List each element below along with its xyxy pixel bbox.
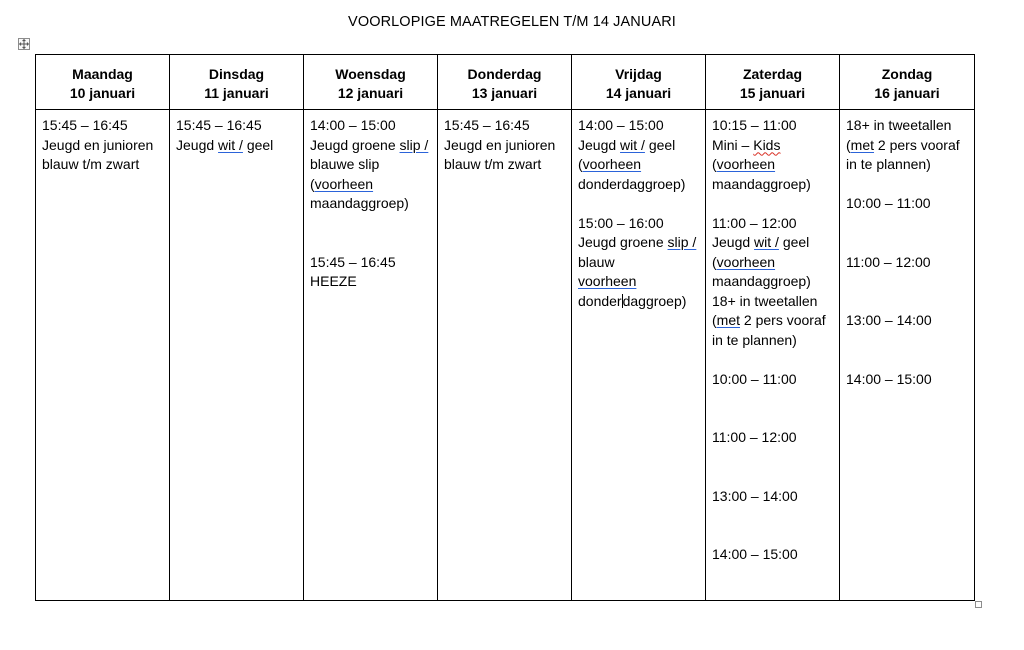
header-dinsdag[interactable]: [170, 55, 304, 110]
blank-line: [578, 194, 701, 214]
time-slot: 13:00 – 14:00: [846, 312, 932, 328]
text-fragment: Jeugd: [176, 136, 219, 153]
time-slot: 11:00 – 12:00: [712, 429, 797, 445]
group-text: [712, 253, 835, 273]
cell-zondag[interactable]: [840, 110, 975, 601]
text-fragment: (: [712, 156, 717, 172]
blank-line: [846, 214, 970, 253]
cell-dinsdag[interactable]: [170, 110, 304, 601]
time-slot: 13:00 – 14:00: [712, 487, 798, 504]
text-fragment: (: [712, 312, 717, 328]
header-woensdag[interactable]: [304, 55, 438, 110]
group-text: maandaggroep): [310, 195, 409, 211]
header-zondag[interactable]: [840, 55, 975, 110]
header-donderdag[interactable]: [438, 55, 572, 110]
time-slot: 15:00 – 16:00: [578, 214, 664, 231]
header-day: Woensdag: [335, 66, 406, 82]
header-day: Zaterdag: [742, 66, 803, 82]
spellcheck-word: Kids: [753, 136, 781, 153]
text-fragment: 2 pers vooraf: [874, 136, 960, 153]
table-resize-handle[interactable]: [975, 601, 982, 608]
text-fragment: geel: [644, 136, 676, 153]
group-text: [712, 311, 835, 331]
group-text: [712, 136, 835, 156]
group-text: [310, 136, 433, 156]
time-slot: 14:00 – 15:00: [578, 117, 664, 133]
time-slot: 10:00 – 11:00: [712, 370, 797, 387]
blank-line: [712, 506, 835, 545]
group-text: [578, 155, 701, 175]
time-slot: 10:00 – 11:00: [846, 195, 931, 211]
spellcheck-word: met: [716, 312, 741, 328]
document-title: VOORLOPIGE MAATREGELEN T/M 14 JANUARI: [348, 14, 676, 30]
header-date: 16 januari: [874, 85, 940, 101]
location-text: HEEZE: [310, 273, 357, 289]
group-text: donderdaggroep): [578, 175, 686, 192]
header-day: Zondag: [881, 66, 933, 82]
spellcheck-word: wit /: [218, 136, 243, 153]
group-text: maandaggroep): [712, 273, 811, 289]
group-text: 18+ in tweetallen: [846, 117, 952, 133]
group-text: [176, 136, 299, 156]
text-fragment: Jeugd: [578, 136, 621, 153]
time-slot: 15:45 – 16:45: [42, 117, 128, 133]
text-fragment: geel: [242, 136, 274, 153]
time-slot: 10:15 – 11:00: [712, 117, 797, 133]
spellcheck-word: voorheen: [314, 175, 374, 192]
blank-line: [846, 175, 970, 195]
header-day: Maandag: [72, 66, 133, 82]
spellcheck-word: voorheen: [582, 156, 642, 172]
time-slot: 14:00 – 15:00: [846, 370, 932, 387]
spellcheck-word: voorheen: [578, 273, 637, 289]
header-date: 13 januari: [471, 85, 538, 101]
spellcheck-word: wit /: [754, 234, 779, 250]
blank-line: [310, 214, 433, 253]
group-text: [846, 136, 970, 156]
table-move-handle-icon[interactable]: [18, 38, 30, 50]
group-text: in te plannen): [712, 331, 797, 348]
header-day: Dinsdag: [208, 66, 265, 82]
group-text: blauw t/m zwart: [444, 156, 542, 172]
header-date: 14 januari: [605, 85, 672, 101]
header-day: Vrijdag: [615, 66, 662, 82]
text-fragment: Mini –: [712, 136, 754, 153]
header-day: Donderdag: [467, 66, 542, 82]
time-slot: 15:45 – 16:45: [444, 117, 530, 133]
text-fragment: daggroep): [622, 292, 687, 309]
group-text: [310, 175, 433, 195]
time-slot: 14:00 – 15:00: [310, 117, 396, 133]
group-text: Jeugd en junioren: [42, 136, 154, 153]
text-fragment: donder: [578, 292, 622, 309]
header-date: 15 januari: [739, 85, 806, 101]
group-text: [578, 136, 701, 156]
cell-woensdag[interactable]: [304, 110, 438, 601]
time-slot: 15:45 – 16:45: [176, 117, 262, 133]
header-zaterdag[interactable]: [706, 55, 840, 110]
group-text: blauw: [578, 253, 615, 270]
text-fragment: Jeugd groene: [310, 136, 400, 153]
content-row: [36, 110, 975, 601]
header-date: 12 januari: [337, 85, 404, 101]
group-text: [712, 155, 835, 175]
spellcheck-word: slip /: [667, 234, 697, 250]
blank-line: [846, 272, 970, 311]
text-fragment: (: [310, 175, 315, 192]
blank-line: [712, 389, 835, 428]
spellcheck-word: slip /: [399, 136, 429, 153]
text-fragment: (: [578, 156, 583, 172]
blank-line: [846, 331, 970, 370]
group-text: 18+ in tweetallen: [712, 292, 818, 309]
group-text: maandaggroep): [712, 175, 811, 192]
text-fragment: Jeugd groene: [578, 234, 668, 250]
text-fragment: (: [846, 136, 851, 153]
blank-line: [712, 350, 835, 370]
time-slot: 11:00 – 12:00: [712, 214, 797, 231]
blank-line: [712, 448, 835, 487]
text-fragment: geel: [778, 234, 810, 250]
cell-donderdag[interactable]: [438, 110, 572, 601]
time-slot: 14:00 – 15:00: [712, 546, 798, 562]
text-fragment: (: [712, 253, 717, 270]
cell-vrijdag[interactable]: [572, 110, 706, 601]
spellcheck-word: voorheen: [716, 156, 776, 172]
group-text: in te plannen): [846, 156, 931, 172]
spellcheck-word: voorheen: [716, 253, 776, 270]
group-text: [712, 233, 835, 253]
time-slot: 15:45 – 16:45: [310, 253, 396, 270]
cell-maandag[interactable]: [36, 110, 170, 601]
blank-line: [712, 194, 835, 214]
group-text: blauwe slip: [310, 156, 380, 172]
group-text: blauw t/m zwart: [42, 156, 140, 172]
spellcheck-word: met: [850, 136, 875, 153]
time-slot: 11:00 – 12:00: [846, 253, 931, 270]
header-vrijdag[interactable]: [572, 55, 706, 110]
spellcheck-word: wit /: [620, 136, 645, 153]
header-date: 11 januari: [204, 85, 269, 101]
text-fragment: Jeugd: [712, 234, 755, 250]
group-text: [578, 292, 701, 312]
group-text: Jeugd en junioren: [444, 136, 556, 153]
schedule-table: [35, 54, 975, 601]
header-row: [36, 55, 975, 110]
text-fragment: 2 pers vooraf: [740, 312, 826, 328]
cell-zaterdag[interactable]: [706, 110, 840, 601]
header-maandag[interactable]: [36, 55, 170, 110]
group-text: [578, 272, 701, 292]
header-date: 10 januari: [69, 85, 136, 101]
group-text: [578, 233, 701, 253]
